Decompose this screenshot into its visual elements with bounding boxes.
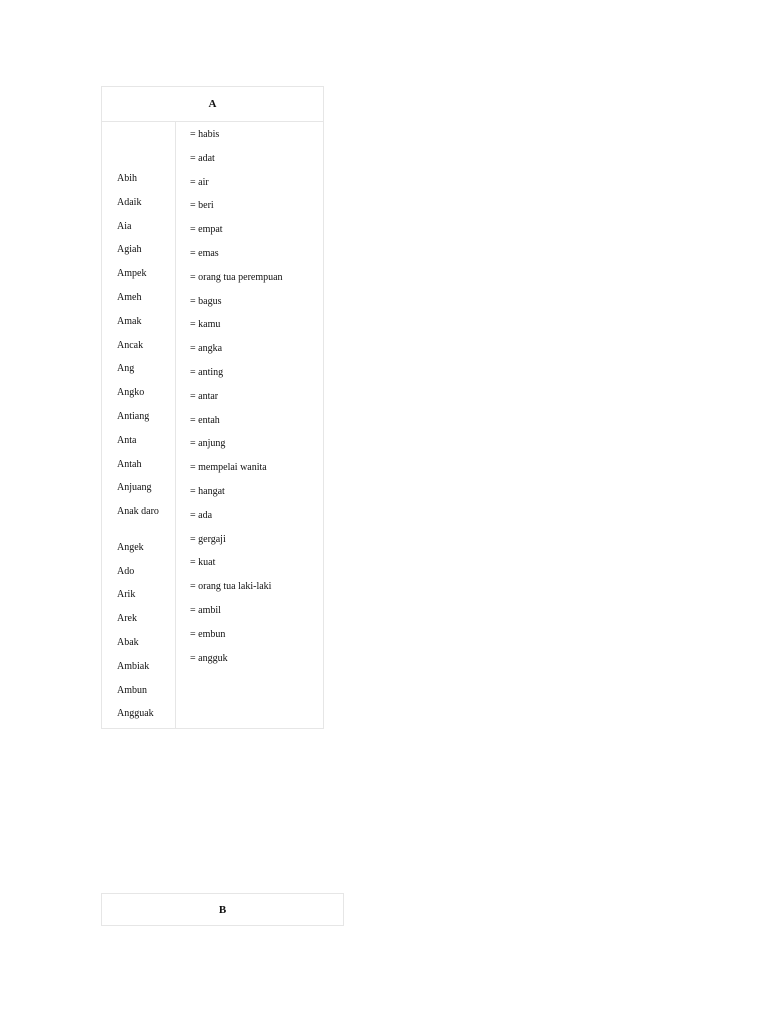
meaning-entry: = empat (190, 224, 223, 236)
meaning-entry: = kamu (190, 319, 221, 331)
meaning-entry: = hangat (190, 485, 225, 497)
meaning-entry: = adat (190, 152, 215, 164)
meaning-entry: = air (190, 176, 209, 188)
word-entry: Amak (117, 315, 142, 327)
column-divider (175, 121, 176, 728)
word-entry: Ancak (117, 339, 144, 351)
dictionary-table-b (101, 893, 344, 926)
table-b-header: B (218, 903, 227, 916)
word-entry: Ang (117, 363, 135, 375)
meaning-entry: = embun (190, 628, 226, 640)
meaning-entry: = entah (190, 414, 220, 426)
word-entry: Aia (117, 220, 132, 232)
meaning-entry: = mempelai wanita (190, 462, 267, 474)
word-entry: Ampek (117, 268, 147, 280)
meaning-entry: = anjung (190, 438, 226, 450)
word-entry: Arik (117, 589, 136, 601)
word-entry: Arek (117, 613, 137, 625)
meaning-entry: = gergaji (190, 533, 226, 545)
meaning-entry: = angka (190, 343, 223, 355)
meaning-entry: = kuat (190, 557, 216, 569)
word-entry: Anak daro (117, 506, 159, 518)
word-entry: Agiah (117, 244, 142, 256)
meaning-entry: = angguk (190, 652, 228, 664)
word-entry: Antah (117, 458, 142, 470)
word-entry: Abih (117, 173, 137, 184)
meaning-entry: = orang tua perempuan (190, 271, 283, 283)
word-entry: Angko (117, 387, 145, 399)
meaning-entry: = emas (190, 247, 219, 259)
meaning-entry: = ada (190, 509, 213, 521)
meaning-column (190, 129, 320, 676)
meaning-entry: = anting (190, 366, 224, 378)
meaning-entry: = habis (190, 129, 220, 140)
meaning-entry: = antar (190, 390, 219, 402)
meaning-entry: = ambil (190, 604, 221, 616)
meaning-entry: = orang tua laki-laki (190, 581, 272, 593)
word-entry: Anjuang (117, 482, 152, 494)
meaning-entry: = bagus (190, 295, 222, 307)
word-entry: Abak (117, 637, 139, 649)
word-entry: Ado (117, 565, 135, 577)
word-entry: Anta (117, 434, 137, 446)
word-entry: Angguak (117, 708, 154, 720)
word-entry: Antiang (117, 410, 150, 422)
meaning-entry: = beri (190, 200, 214, 212)
table-a-header: A (102, 87, 323, 122)
word-entry: Angek (117, 541, 144, 553)
word-entry: Ambun (117, 684, 147, 696)
word-entry: Ameh (117, 291, 142, 303)
word-entry: Adaik (117, 196, 142, 208)
word-entry: Ambiak (117, 660, 150, 672)
dictionary-table-a (101, 86, 324, 729)
word-column (117, 173, 173, 732)
